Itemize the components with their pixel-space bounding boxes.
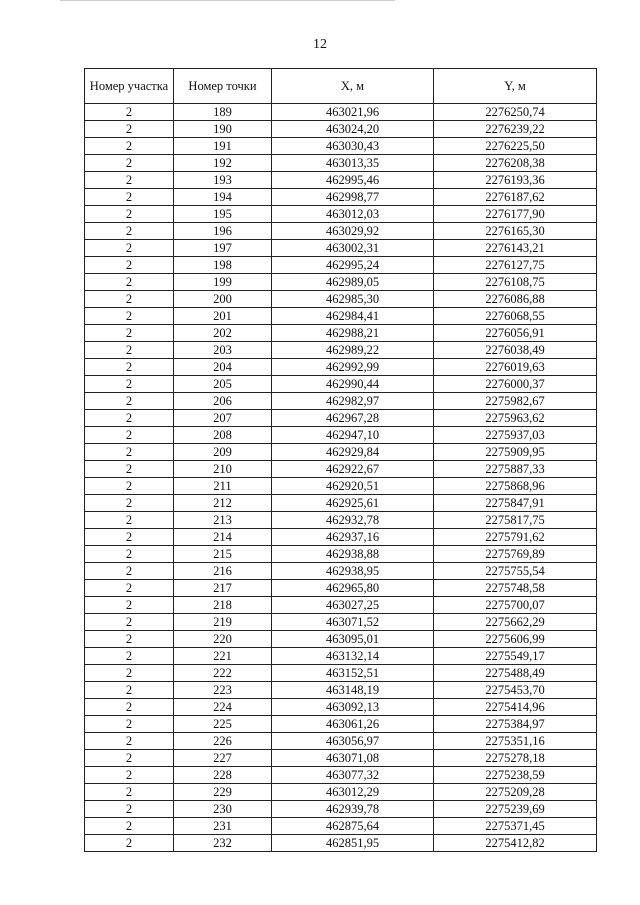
- cell-x-coordinate: 462992,99: [272, 359, 434, 376]
- cell-x-coordinate: 463071,08: [272, 750, 434, 767]
- cell-point-number: 210: [174, 461, 272, 478]
- header-plot-number: Номер участка: [85, 69, 174, 104]
- cell-y-coordinate: 2276165,30: [434, 223, 597, 240]
- cell-x-coordinate: 463061,26: [272, 716, 434, 733]
- cell-x-coordinate: 463071,52: [272, 614, 434, 631]
- cell-x-coordinate: 463021,96: [272, 104, 434, 121]
- cell-x-coordinate: 462938,88: [272, 546, 434, 563]
- cell-point-number: 189: [174, 104, 272, 121]
- cell-plot-number: 2: [85, 206, 174, 223]
- table-row: [85, 835, 597, 852]
- cell-plot-number: 2: [85, 410, 174, 427]
- cell-plot-number: 2: [85, 478, 174, 495]
- cell-y-coordinate: 2275371,45: [434, 818, 597, 835]
- cell-point-number: 232: [174, 835, 272, 852]
- cell-y-coordinate: 2275662,29: [434, 614, 597, 631]
- cell-x-coordinate: 462939,78: [272, 801, 434, 818]
- table-row: [85, 767, 597, 784]
- cell-point-number: 203: [174, 342, 272, 359]
- cell-y-coordinate: 2276056,91: [434, 325, 597, 342]
- cell-plot-number: 2: [85, 325, 174, 342]
- cell-y-coordinate: 2275817,75: [434, 512, 597, 529]
- cell-y-coordinate: 2276225,50: [434, 138, 597, 155]
- cell-x-coordinate: 463012,29: [272, 784, 434, 801]
- cell-plot-number: 2: [85, 546, 174, 563]
- cell-plot-number: 2: [85, 427, 174, 444]
- table-row: [85, 138, 597, 155]
- cell-point-number: 230: [174, 801, 272, 818]
- cell-x-coordinate: 463077,32: [272, 767, 434, 784]
- cell-y-coordinate: 2275239,69: [434, 801, 597, 818]
- cell-x-coordinate: 463152,51: [272, 665, 434, 682]
- cell-y-coordinate: 2275412,82: [434, 835, 597, 852]
- cell-plot-number: 2: [85, 580, 174, 597]
- cell-point-number: 216: [174, 563, 272, 580]
- table-row: [85, 682, 597, 699]
- table-row: [85, 563, 597, 580]
- cell-plot-number: 2: [85, 138, 174, 155]
- cell-x-coordinate: 462875,64: [272, 818, 434, 835]
- header-point-number: Номер точки: [174, 69, 272, 104]
- table-row: [85, 155, 597, 172]
- table-body: [85, 104, 597, 852]
- cell-plot-number: 2: [85, 801, 174, 818]
- cell-y-coordinate: 2276038,49: [434, 342, 597, 359]
- coordinates-table: [84, 68, 597, 852]
- cell-y-coordinate: 2276143,21: [434, 240, 597, 257]
- table-row: [85, 461, 597, 478]
- table-row: [85, 801, 597, 818]
- cell-y-coordinate: 2275700,07: [434, 597, 597, 614]
- table-row: [85, 257, 597, 274]
- cell-x-coordinate: 462989,05: [272, 274, 434, 291]
- cell-x-coordinate: 462929,84: [272, 444, 434, 461]
- cell-x-coordinate: 462990,44: [272, 376, 434, 393]
- cell-y-coordinate: 2276108,75: [434, 274, 597, 291]
- cell-y-coordinate: 2275209,28: [434, 784, 597, 801]
- cell-y-coordinate: 2275414,96: [434, 699, 597, 716]
- cell-point-number: 214: [174, 529, 272, 546]
- cell-point-number: 227: [174, 750, 272, 767]
- cell-plot-number: 2: [85, 614, 174, 631]
- cell-y-coordinate: 2275937,03: [434, 427, 597, 444]
- table-row: [85, 410, 597, 427]
- cell-x-coordinate: 462937,16: [272, 529, 434, 546]
- cell-point-number: 228: [174, 767, 272, 784]
- cell-y-coordinate: 2275887,33: [434, 461, 597, 478]
- table-row: [85, 699, 597, 716]
- cell-x-coordinate: 462995,24: [272, 257, 434, 274]
- cell-point-number: 221: [174, 648, 272, 665]
- cell-y-coordinate: 2276019,63: [434, 359, 597, 376]
- page-number: 12: [313, 37, 327, 52]
- cell-point-number: 196: [174, 223, 272, 240]
- table-row: [85, 529, 597, 546]
- cell-x-coordinate: 463092,13: [272, 699, 434, 716]
- cell-point-number: 201: [174, 308, 272, 325]
- cell-plot-number: 2: [85, 818, 174, 835]
- cell-x-coordinate: 462967,28: [272, 410, 434, 427]
- table-row: [85, 172, 597, 189]
- cell-x-coordinate: 462947,10: [272, 427, 434, 444]
- cell-x-coordinate: 462922,67: [272, 461, 434, 478]
- cell-point-number: 224: [174, 699, 272, 716]
- cell-plot-number: 2: [85, 240, 174, 257]
- cell-plot-number: 2: [85, 359, 174, 376]
- cell-plot-number: 2: [85, 155, 174, 172]
- cell-y-coordinate: 2275963,62: [434, 410, 597, 427]
- cell-x-coordinate: 462920,51: [272, 478, 434, 495]
- cell-x-coordinate: 463027,25: [272, 597, 434, 614]
- cell-plot-number: 2: [85, 172, 174, 189]
- table-row: [85, 580, 597, 597]
- cell-y-coordinate: 2276127,75: [434, 257, 597, 274]
- table-row: [85, 546, 597, 563]
- cell-point-number: 211: [174, 478, 272, 495]
- cell-point-number: 220: [174, 631, 272, 648]
- table-row: [85, 223, 597, 240]
- cell-x-coordinate: 462985,30: [272, 291, 434, 308]
- cell-plot-number: 2: [85, 495, 174, 512]
- cell-y-coordinate: 2275755,54: [434, 563, 597, 580]
- cell-point-number: 191: [174, 138, 272, 155]
- table-row: [85, 342, 597, 359]
- cell-y-coordinate: 2275278,18: [434, 750, 597, 767]
- cell-y-coordinate: 2276086,88: [434, 291, 597, 308]
- cell-plot-number: 2: [85, 563, 174, 580]
- table-row: [85, 376, 597, 393]
- table-row: [85, 274, 597, 291]
- table-row: [85, 444, 597, 461]
- cell-point-number: 195: [174, 206, 272, 223]
- cell-plot-number: 2: [85, 665, 174, 682]
- header-y-coordinate: Y, м: [434, 69, 597, 104]
- cell-point-number: 197: [174, 240, 272, 257]
- cell-plot-number: 2: [85, 444, 174, 461]
- table-row: [85, 206, 597, 223]
- cell-x-coordinate: 462965,80: [272, 580, 434, 597]
- table-row: [85, 427, 597, 444]
- cell-point-number: 206: [174, 393, 272, 410]
- cell-y-coordinate: 2275351,16: [434, 733, 597, 750]
- cell-x-coordinate: 462995,46: [272, 172, 434, 189]
- cell-x-coordinate: 463029,92: [272, 223, 434, 240]
- cell-point-number: 229: [174, 784, 272, 801]
- cell-point-number: 217: [174, 580, 272, 597]
- cell-y-coordinate: 2275488,49: [434, 665, 597, 682]
- cell-x-coordinate: 462925,61: [272, 495, 434, 512]
- cell-plot-number: 2: [85, 784, 174, 801]
- table-row: [85, 614, 597, 631]
- cell-point-number: 193: [174, 172, 272, 189]
- cell-point-number: 198: [174, 257, 272, 274]
- cell-y-coordinate: 2275238,59: [434, 767, 597, 784]
- cell-plot-number: 2: [85, 291, 174, 308]
- cell-plot-number: 2: [85, 121, 174, 138]
- cell-point-number: 208: [174, 427, 272, 444]
- cell-plot-number: 2: [85, 223, 174, 240]
- cell-y-coordinate: 2275384,97: [434, 716, 597, 733]
- cell-plot-number: 2: [85, 257, 174, 274]
- cell-x-coordinate: 463012,03: [272, 206, 434, 223]
- cell-plot-number: 2: [85, 342, 174, 359]
- cell-plot-number: 2: [85, 376, 174, 393]
- cell-plot-number: 2: [85, 767, 174, 784]
- table-row: [85, 393, 597, 410]
- cell-point-number: 200: [174, 291, 272, 308]
- cell-plot-number: 2: [85, 597, 174, 614]
- cell-y-coordinate: 2275982,67: [434, 393, 597, 410]
- cell-point-number: 192: [174, 155, 272, 172]
- cell-point-number: 222: [174, 665, 272, 682]
- cell-x-coordinate: 463024,20: [272, 121, 434, 138]
- cell-point-number: 204: [174, 359, 272, 376]
- cell-point-number: 223: [174, 682, 272, 699]
- cell-x-coordinate: 462982,97: [272, 393, 434, 410]
- cell-plot-number: 2: [85, 104, 174, 121]
- cell-plot-number: 2: [85, 308, 174, 325]
- table-row: [85, 359, 597, 376]
- cell-y-coordinate: 2276068,55: [434, 308, 597, 325]
- table-row: [85, 716, 597, 733]
- cell-x-coordinate: 463056,97: [272, 733, 434, 750]
- cell-point-number: 215: [174, 546, 272, 563]
- scan-top-rule: [60, 0, 395, 1]
- cell-plot-number: 2: [85, 631, 174, 648]
- cell-point-number: 212: [174, 495, 272, 512]
- cell-y-coordinate: 2275791,62: [434, 529, 597, 546]
- cell-y-coordinate: 2275868,96: [434, 478, 597, 495]
- cell-point-number: 207: [174, 410, 272, 427]
- cell-x-coordinate: 463095,01: [272, 631, 434, 648]
- cell-plot-number: 2: [85, 274, 174, 291]
- table-row: [85, 784, 597, 801]
- cell-x-coordinate: 463030,43: [272, 138, 434, 155]
- table-row: [85, 189, 597, 206]
- cell-y-coordinate: 2275549,17: [434, 648, 597, 665]
- table-row: [85, 648, 597, 665]
- cell-plot-number: 2: [85, 699, 174, 716]
- cell-plot-number: 2: [85, 512, 174, 529]
- cell-point-number: 202: [174, 325, 272, 342]
- cell-y-coordinate: 2275847,91: [434, 495, 597, 512]
- cell-point-number: 219: [174, 614, 272, 631]
- cell-x-coordinate: 463002,31: [272, 240, 434, 257]
- table-row: [85, 631, 597, 648]
- cell-point-number: 218: [174, 597, 272, 614]
- cell-x-coordinate: 462938,95: [272, 563, 434, 580]
- cell-y-coordinate: 2276208,38: [434, 155, 597, 172]
- header-x-coordinate: X, м: [272, 69, 434, 104]
- table-row: [85, 240, 597, 257]
- table-row: [85, 478, 597, 495]
- cell-plot-number: 2: [85, 750, 174, 767]
- cell-x-coordinate: 462932,78: [272, 512, 434, 529]
- cell-x-coordinate: 462988,21: [272, 325, 434, 342]
- cell-plot-number: 2: [85, 648, 174, 665]
- cell-y-coordinate: 2276187,62: [434, 189, 597, 206]
- table-row: [85, 750, 597, 767]
- cell-x-coordinate: 463013,35: [272, 155, 434, 172]
- table-row: [85, 104, 597, 121]
- cell-plot-number: 2: [85, 682, 174, 699]
- table-row: [85, 325, 597, 342]
- cell-plot-number: 2: [85, 733, 174, 750]
- cell-plot-number: 2: [85, 835, 174, 852]
- cell-x-coordinate: 462851,95: [272, 835, 434, 852]
- cell-point-number: 199: [174, 274, 272, 291]
- cell-y-coordinate: 2275909,95: [434, 444, 597, 461]
- table-row: [85, 733, 597, 750]
- cell-point-number: 225: [174, 716, 272, 733]
- cell-y-coordinate: 2276250,74: [434, 104, 597, 121]
- cell-y-coordinate: 2275606,99: [434, 631, 597, 648]
- table-row: [85, 665, 597, 682]
- cell-plot-number: 2: [85, 529, 174, 546]
- cell-point-number: 226: [174, 733, 272, 750]
- cell-point-number: 231: [174, 818, 272, 835]
- cell-plot-number: 2: [85, 461, 174, 478]
- cell-x-coordinate: 463148,19: [272, 682, 434, 699]
- cell-point-number: 209: [174, 444, 272, 461]
- table-row: [85, 291, 597, 308]
- table-row: [85, 308, 597, 325]
- table-row: [85, 495, 597, 512]
- cell-y-coordinate: 2276193,36: [434, 172, 597, 189]
- cell-y-coordinate: 2276239,22: [434, 121, 597, 138]
- cell-point-number: 190: [174, 121, 272, 138]
- cell-x-coordinate: 463132,14: [272, 648, 434, 665]
- cell-y-coordinate: 2276177,90: [434, 206, 597, 223]
- cell-plot-number: 2: [85, 189, 174, 206]
- cell-x-coordinate: 462984,41: [272, 308, 434, 325]
- cell-x-coordinate: 462998,77: [272, 189, 434, 206]
- cell-y-coordinate: 2275453,70: [434, 682, 597, 699]
- table-row: [85, 512, 597, 529]
- cell-y-coordinate: 2276000,37: [434, 376, 597, 393]
- cell-x-coordinate: 462989,22: [272, 342, 434, 359]
- table-row: [85, 597, 597, 614]
- table-header-row: [85, 69, 597, 104]
- cell-point-number: 205: [174, 376, 272, 393]
- cell-point-number: 194: [174, 189, 272, 206]
- cell-plot-number: 2: [85, 716, 174, 733]
- cell-y-coordinate: 2275748,58: [434, 580, 597, 597]
- cell-plot-number: 2: [85, 393, 174, 410]
- table-row: [85, 818, 597, 835]
- cell-point-number: 213: [174, 512, 272, 529]
- table-row: [85, 121, 597, 138]
- cell-y-coordinate: 2275769,89: [434, 546, 597, 563]
